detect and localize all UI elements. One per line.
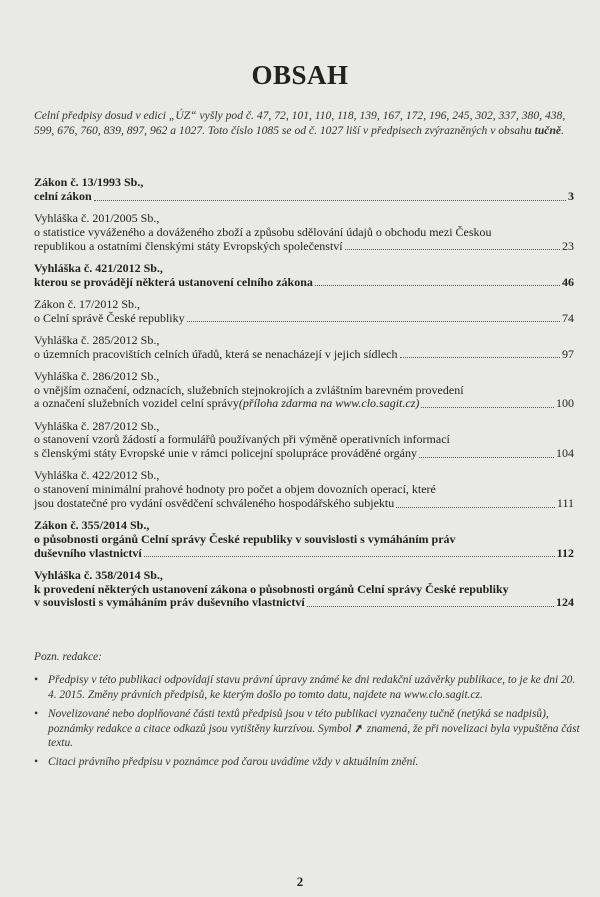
toc-entry xyxy=(34,212,574,253)
intro-paragraph xyxy=(34,108,582,139)
toc-page-number: 46 xyxy=(562,274,574,289)
toc-entry-line: o stanovení minimální prahové hodnoty pro počet a objem dovozních operací, které xyxy=(34,483,436,497)
note-text-after: znamená, že při novelizaci byla vypuštěna část textu. xyxy=(48,722,580,750)
dot-leader xyxy=(144,555,555,557)
intro-text: Celní předpisy dosud v edici „ÚZ“ vyšly pod č. 47, 72, 101, 110, 118, 139, 167, 172, 196, 245, 302, 337, 380, 438, 599, 676, 760, 839, 897, 962 a 1027. Toto číslo 1085 se od č. 1027 liší v předpisech zvýrazněných v obsahu xyxy=(34,109,566,138)
toc-entry-title-line xyxy=(34,447,574,461)
bullet-icon: • xyxy=(34,756,38,769)
toc-page-number: 23 xyxy=(562,238,574,253)
bullet-icon: • xyxy=(34,674,38,687)
toc-page-number: 3 xyxy=(568,188,574,203)
toc-page-number: 104 xyxy=(556,446,574,461)
note-text: Novelizované nebo doplňované části textů předpisů jsou v této publikaci vyznačeny tučně (netýká se nadpisů), poznámky redakce a citace odkazů jsou vytištěny kurzívou. Symbol xyxy=(48,708,549,735)
toc-page-number: 111 xyxy=(556,495,574,510)
toc-entry-heading: Vyhláška č. 421/2012 Sb., xyxy=(34,261,163,275)
toc-entry-heading: Zákon č. 13/1993 Sb., xyxy=(34,176,144,189)
dot-leader xyxy=(400,356,560,358)
deletion-arrow-icon: ➚ xyxy=(353,721,365,736)
toc-entry xyxy=(34,569,574,610)
toc-entry-heading: Vyhláška č. 422/2012 Sb., xyxy=(34,469,160,483)
toc-entry-italic-note: (příloha zdarma na www.clo.sagit.cz) xyxy=(238,396,420,411)
toc-entry-heading: Vyhláška č. 285/2012 Sb., xyxy=(34,333,160,347)
dot-leader xyxy=(315,284,560,286)
toc-entry-line: o statistice vyváženého a dováženého zboží a způsobu sdělování údajů o obchodu mezi Českou xyxy=(34,225,492,239)
toc-entry-line: o vnějším označení, odznacích, služebních stejnokrojích a zvláštním barevném provedení xyxy=(34,383,464,397)
toc-entry-heading: Zákon č. 355/2014 Sb., xyxy=(34,519,150,533)
toc-entry-title: jsou dostatečné pro vydání osvědčení schváleného hospodářského subjektu xyxy=(34,495,395,510)
toc-entry-title-line xyxy=(34,596,574,610)
toc-page-number: 100 xyxy=(556,396,574,411)
note-text: Citaci právního předpisu v poznámce pod čarou uvádíme vždy v aktuálním znění. xyxy=(48,756,419,769)
toc-entry xyxy=(34,176,574,204)
toc-page-number: 97 xyxy=(562,346,574,361)
dot-leader xyxy=(307,605,554,607)
toc-entry xyxy=(34,420,574,461)
toc-entry-title-line xyxy=(34,276,574,290)
toc-entry-title-line xyxy=(34,547,574,561)
toc-entry-title: kterou se provádějí některá ustanovení celního zákona xyxy=(34,274,313,289)
toc-page-number: 124 xyxy=(556,595,574,610)
dot-leader xyxy=(396,506,555,508)
toc-entry-title-line xyxy=(34,312,574,326)
toc-entry-title: s členskými státy Evropské unie v rámci policejní spolupráce prováděné orgány xyxy=(34,446,418,461)
toc-entry-title: o územních pracovištích celních úřadů, která se nenacházejí v jejich sídlech xyxy=(34,346,398,361)
toc-entry-title: republikou a ostatními členskými státy Evropských společenství xyxy=(34,238,343,253)
toc-entry-heading: Vyhláška č. 287/2012 Sb., xyxy=(34,419,160,433)
toc-entry-heading: Vyhláška č. 358/2014 Sb., xyxy=(34,568,163,582)
toc-entry xyxy=(34,469,574,510)
page-title: OBSAH xyxy=(251,60,349,90)
table-of-contents xyxy=(34,176,574,619)
bullet-icon: • xyxy=(34,708,38,721)
toc-entry-line: o působnosti orgánů Celní správy České republiky v souvislosti s vymáháním práv xyxy=(34,532,456,546)
toc-entry-title: o Celní správě České republiky xyxy=(34,310,185,325)
notes-heading: Pozn. redakce: xyxy=(34,651,102,663)
toc-entry xyxy=(34,519,574,560)
editorial-notes xyxy=(34,650,584,775)
dot-leader xyxy=(419,456,554,458)
note-item xyxy=(34,755,584,769)
intro-end: . xyxy=(561,124,564,138)
dot-leader xyxy=(345,248,560,250)
toc-entry-heading: Zákon č. 17/2012 Sb., xyxy=(34,297,140,311)
dot-leader xyxy=(187,320,560,322)
toc-entry-title-line xyxy=(34,348,574,362)
toc-entry-title-line xyxy=(34,240,574,254)
toc-entry-title: celní zákon xyxy=(34,188,92,203)
toc-entry xyxy=(34,334,574,362)
toc-entry-title-line xyxy=(34,190,574,204)
toc-entry-heading: Vyhláška č. 286/2012 Sb., xyxy=(34,369,160,383)
toc-entry-title: a označení služebních vozidel celní správy xyxy=(34,396,239,411)
toc-page-number: 74 xyxy=(562,310,574,325)
intro-bold-word: tučně xyxy=(534,124,562,138)
page-number: 2 xyxy=(296,874,304,889)
note-item xyxy=(34,673,584,702)
toc-entry-line: o stanovení vzorů žádostí a formulářů používaných při výměně operativních informací xyxy=(34,433,450,447)
toc-entry-title: duševního vlastnictví xyxy=(34,545,142,560)
toc-entry xyxy=(34,262,574,290)
toc-entry-title-line xyxy=(34,497,574,511)
dot-leader xyxy=(421,406,554,408)
note-text: Předpisy v této publikaci odpovídají stavu právní úpravy známé ke dni redakční uzávěrky publikace, to je ke dni 20. 4. 2015. Změny právních předpisů, ke kterým došlo po tomto datu, najdete na www.clo.sagit.cz. xyxy=(48,674,576,701)
note-item xyxy=(34,707,584,750)
toc-entry-title-line xyxy=(34,397,574,411)
toc-entry-line: k provedení některých ustanovení zákona o působnosti orgánů Celní správy České republiky xyxy=(34,582,509,596)
toc-entry-title: v souvislosti s vymáháním práv duševního vlastnictví xyxy=(34,595,305,610)
toc-entry xyxy=(34,370,574,411)
toc-entry xyxy=(34,298,574,326)
dot-leader xyxy=(94,199,566,201)
toc-page-number: 112 xyxy=(556,545,574,560)
toc-entry-heading: Vyhláška č. 201/2005 Sb., xyxy=(34,211,160,225)
